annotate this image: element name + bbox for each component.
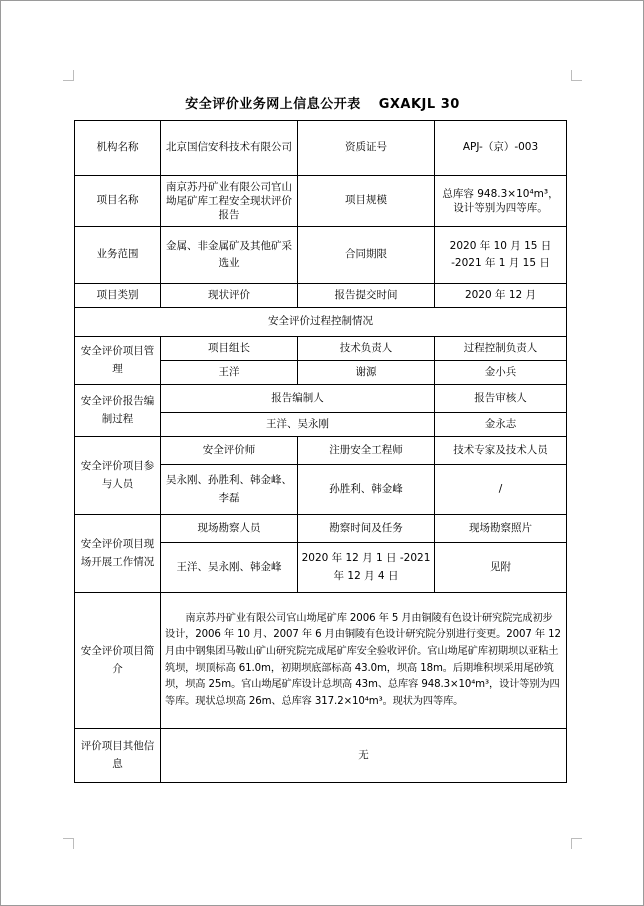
other-value: 无 [161,729,567,783]
scope-value: 金属、非金属矿及其他矿采选业 [161,227,298,284]
management-header-control: 过程控制负责人 [435,337,567,361]
table-row-management-header [75,337,567,361]
compile-header-reviewer: 报告审核人 [435,385,567,413]
participants-value-engineer: 孙胜利、韩金峰 [298,465,435,515]
table-row-intro [75,593,567,729]
type-label: 项目类别 [75,284,161,308]
site-value-time: 2020 年 12 月 1 日 -2021 年 12 月 4 日 [298,543,435,593]
submit-value: 2020 年 12 月 [435,284,567,308]
management-label: 安全评价项目管理 [75,337,161,385]
participants-value-evaluator: 吴永刚、孙胜利、韩金峰、李磊 [161,465,298,515]
period-value: 2020 年 10 月 15 日 -2021 年 1 月 15 日 [435,227,567,284]
table-row-site-header [75,515,567,543]
other-label: 评价项目其他信息 [75,729,161,783]
site-value-photo: 见附 [435,543,567,593]
site-value-staff: 王洋、吴永刚、韩金峰 [161,543,298,593]
site-header-staff: 现场勘察人员 [161,515,298,543]
participants-header-engineer: 注册安全工程师 [298,437,435,465]
participants-header-expert: 技术专家及技术人员 [435,437,567,465]
table-row-org [75,121,567,176]
site-label: 安全评价项目现场开展工作情况 [75,515,161,593]
project-scale-value: 总库容 948.3×10⁴m³，设计等别为四等库。 [435,176,567,227]
margin-mark-top-left [63,70,74,81]
table-row-participants-header [75,437,567,465]
site-header-photo: 现场勘察照片 [435,515,567,543]
management-value-leader: 王洋 [161,361,298,385]
management-value-control: 金小兵 [435,361,567,385]
management-header-tech: 技术负责人 [298,337,435,361]
management-header-leader: 项目组长 [161,337,298,361]
participants-label: 安全评价项目参与人员 [75,437,161,515]
compile-value-reviewer: 金永志 [435,413,567,437]
margin-mark-top-right [571,70,582,81]
table-row-scope [75,227,567,284]
project-name-value: 南京苏丹矿业有限公司官山坳尾矿库工程安全现状评价报告 [161,176,298,227]
compile-label: 安全评价报告编制过程 [75,385,161,437]
org-label: 机构名称 [75,121,161,176]
participants-value-expert: / [435,465,567,515]
participants-header-evaluator: 安全评价师 [161,437,298,465]
title-code: GXAKJL 30 [378,97,460,112]
title-text: 安全评价业务网上信息公开表 [185,97,361,112]
compile-header-author: 报告编制人 [161,385,435,413]
section-title: 安全评价过程控制情况 [75,308,567,337]
table-row-compile-header [75,385,567,413]
document-title [74,93,571,112]
intro-label: 安全评价项目简介 [75,593,161,729]
scope-label: 业务范围 [75,227,161,284]
submit-label: 报告提交时间 [298,284,435,308]
table-row-project-name [75,176,567,227]
table-row-other [75,729,567,783]
table-row-section [75,308,567,337]
project-scale-label: 项目规模 [298,176,435,227]
info-table [74,120,567,783]
compile-value-author: 王洋、吴永刚 [161,413,435,437]
cert-value: APJ-（京）-003 [435,121,567,176]
management-value-tech: 谢源 [298,361,435,385]
table-row-type [75,284,567,308]
org-value: 北京国信安科技术有限公司 [161,121,298,176]
margin-mark-bottom-left [63,838,74,849]
intro-text: 南京苏丹矿业有限公司官山坳尾矿库 2006 年 5 月由铜陵有色设计研究院完成初步设计，2006 年 10 月、2007 年 6 月由铜陵有色设计研究院分别进行变更。2007 年 12 月由中钢集团马鞍山矿山研究院完成尾矿库安全验收评价。官山坳尾矿库初期坝以亚粘土筑坝，坝顶标高 61.0m，初期坝底部标高 43.0m，坝高 18m。后期堆积坝采用尾砂筑坝，坝高 25m。官山坳尾矿库设计总坝高 43m、总库容 948.3×10⁴m³，设计等别为四等库。现状总坝高 26m、总库容 317.2×10⁴m³。现状为四等库。 [161,593,567,729]
type-value: 现状评价 [161,284,298,308]
cert-label: 资质证号 [298,121,435,176]
margin-mark-bottom-right [571,838,582,849]
period-label: 合同期限 [298,227,435,284]
site-header-time: 勘察时间及任务 [298,515,435,543]
project-name-label: 项目名称 [75,176,161,227]
